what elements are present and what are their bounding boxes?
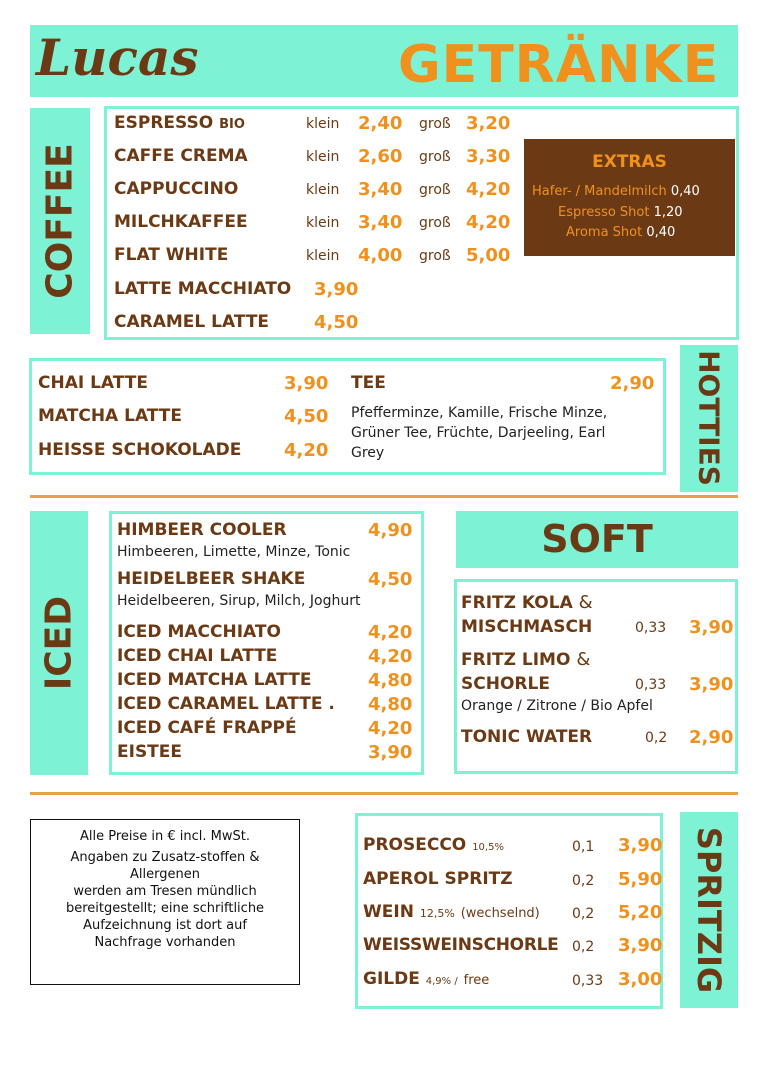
- hotties-matcha: MATCHA LATTE: [38, 406, 182, 426]
- divider: [30, 495, 738, 498]
- extras-aroma: Aroma Shot 0,40: [566, 225, 676, 240]
- iced-eistee: EISTEE: [117, 742, 183, 762]
- price-aperol: 5,90: [618, 869, 663, 890]
- coffee-milchkaffee: MILCHKAFFEE: [114, 212, 248, 232]
- logo: Lucas: [36, 28, 199, 87]
- notice-line: bereitgestellt; eine schriftliche: [65, 901, 265, 916]
- price-eistee: 3,90: [368, 742, 413, 763]
- iced-macchiato: ICED MACCHIATO: [117, 622, 281, 642]
- coffee-latte: LATTE MACCHIATO: [114, 279, 292, 299]
- iced-label: ICED: [38, 595, 80, 691]
- notice-line: Nachfrage vorhanden: [94, 935, 236, 950]
- soft-tonic: TONIC WATER: [461, 727, 593, 747]
- price-gilde: 3,00: [618, 969, 663, 990]
- price-milchkaffee-small: 3,40: [358, 212, 403, 233]
- price-wein: 5,20: [618, 902, 663, 923]
- soft-kola-size: 0,33: [635, 620, 667, 636]
- size-large-label: groß: [419, 116, 451, 132]
- price-limo: 3,90: [689, 674, 734, 695]
- price-milchkaffee-large: 4,20: [466, 212, 511, 233]
- price-cappuccino-small: 3,40: [358, 179, 403, 200]
- iced-matcha: ICED MATCHA LATTE: [117, 670, 312, 690]
- limo-desc: Orange / Zitrone / Bio Apfel: [461, 698, 653, 714]
- price-iced-macchiato: 4,20: [368, 622, 413, 643]
- iced-caramel: ICED CARAMEL LATTE .: [117, 694, 335, 714]
- size-small-label: klein: [306, 248, 340, 264]
- price-tonic: 2,90: [689, 727, 734, 748]
- price-prosecco: 3,90: [618, 835, 663, 856]
- soft-limo-size: 0,33: [635, 677, 667, 693]
- soft-limo-2: SCHORLE: [461, 674, 550, 694]
- price-choc: 4,20: [284, 440, 329, 461]
- extras-title: EXTRAS: [592, 152, 667, 172]
- price-latte: 3,90: [314, 279, 359, 300]
- price-crema-small: 2,60: [358, 146, 403, 167]
- tee-desc-2: Grüner Tee, Früchte, Darjeeling, Earl: [351, 425, 606, 441]
- soft-kola-2: MISCHMASCH: [461, 617, 593, 637]
- spritzig-gilde: GILDE 4,9% / free: [363, 969, 490, 989]
- tee-desc-1: Pfefferminze, Kamille, Frische Minze,: [351, 405, 608, 421]
- tee-desc-3: Grey: [351, 445, 385, 461]
- notice-line: Aufzeichnung ist dort auf: [83, 918, 247, 933]
- coffee-crema: CAFFE CREMA: [114, 146, 248, 166]
- aperol-size: 0,2: [572, 873, 595, 889]
- gilde-size: 0,33: [572, 973, 604, 989]
- price-iced-frappe: 4,20: [368, 718, 413, 739]
- price-espresso-large: 3,20: [466, 113, 511, 134]
- notice-box: [30, 819, 300, 985]
- price-tee: 2,90: [610, 373, 655, 394]
- schorle-size: 0,2: [572, 939, 595, 955]
- price-crema-large: 3,30: [466, 146, 511, 167]
- notice-line: Angaben zu Zusatz-stoffen &: [70, 850, 260, 865]
- price-schorle: 3,90: [618, 935, 663, 956]
- soft-kola: FRITZ KOLA &: [461, 592, 593, 613]
- iced-frappe: ICED CAFÉ FRAPPÉ: [117, 718, 297, 738]
- notice-line: Alle Preise in € incl. MwSt.: [79, 829, 251, 844]
- iced-cooler: HIMBEER COOLER: [117, 520, 287, 540]
- size-small-label: klein: [306, 149, 340, 165]
- spritzig-prosecco: PROSECCO 10,5%: [363, 835, 504, 855]
- size-large-label: groß: [419, 248, 451, 264]
- wein-size: 0,2: [572, 906, 595, 922]
- price-flatwhite-large: 5,00: [466, 245, 511, 266]
- size-large-label: groß: [419, 182, 451, 198]
- price-matcha: 4,50: [284, 406, 329, 427]
- size-small-label: klein: [306, 215, 340, 231]
- size-small-label: klein: [306, 182, 340, 198]
- soft-limo: FRITZ LIMO &: [461, 649, 591, 670]
- shake-desc: Heidelbeeren, Sirup, Milch, Joghurt: [117, 593, 361, 609]
- soft-tonic-size: 0,2: [645, 730, 668, 746]
- size-large-label: groß: [419, 215, 451, 231]
- price-cooler: 4,90: [368, 520, 413, 541]
- price-espresso-small: 2,40: [358, 113, 403, 134]
- iced-shake: HEIDELBEER SHAKE: [117, 569, 306, 589]
- coffee-label: COFFEE: [39, 143, 81, 299]
- notice-line: Allergenen: [130, 867, 200, 882]
- spritzig-wein: WEIN 12,5% (wechselnd): [363, 902, 540, 922]
- price-kola: 3,90: [689, 617, 734, 638]
- cooler-desc: Himbeeren, Limette, Minze, Tonic: [117, 544, 351, 560]
- coffee-flatwhite: FLAT WHITE: [114, 245, 229, 265]
- price-iced-caramel: 4,80: [368, 694, 413, 715]
- hotties-chai: CHAI LATTE: [38, 373, 148, 393]
- spritzig-label: SPRITZIG: [690, 826, 728, 994]
- price-chai: 3,90: [284, 373, 329, 394]
- divider: [30, 792, 738, 795]
- hotties-label: HOTTIES: [692, 350, 726, 486]
- prosecco-size: 0,1: [572, 839, 595, 855]
- notice-line: werden am Tresen mündlich: [73, 884, 257, 899]
- page-title: GETRÄNKE: [398, 35, 720, 95]
- price-iced-chai: 4,20: [368, 646, 413, 667]
- coffee-caramel: CARAMEL LATTE: [114, 312, 270, 332]
- iced-chai: ICED CHAI LATTE: [117, 646, 278, 666]
- size-small-label: klein: [306, 116, 340, 132]
- extras-shot: Espresso Shot 1,20: [558, 205, 683, 220]
- coffee-espresso: ESPRESSO BIO: [114, 113, 245, 133]
- price-shake: 4,50: [368, 569, 413, 590]
- price-cappuccino-large: 4,20: [466, 179, 511, 200]
- size-large-label: groß: [419, 149, 451, 165]
- spritzig-aperol: APEROL SPRITZ: [363, 869, 513, 889]
- extras-milk: Hafer- / Mandelmilch 0,40: [532, 184, 700, 199]
- coffee-cappuccino: CAPPUCCINO: [114, 179, 239, 199]
- hotties-tee: TEE: [351, 373, 386, 393]
- soft-label: SOFT: [541, 517, 653, 561]
- hotties-choc: HEISSE SCHOKOLADE: [38, 440, 242, 460]
- price-iced-matcha: 4,80: [368, 670, 413, 691]
- price-caramel: 4,50: [314, 312, 359, 333]
- price-flatwhite-small: 4,00: [358, 245, 403, 266]
- spritzig-schorle: WEISSWEINSCHORLE: [363, 935, 559, 955]
